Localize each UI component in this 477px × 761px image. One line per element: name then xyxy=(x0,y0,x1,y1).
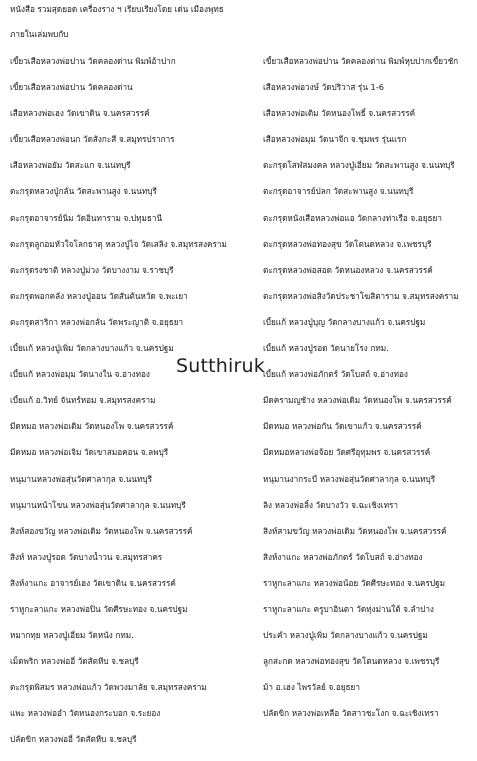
list-item: เสือหลวงพ่อเฮง วัดเขาดิน จ.นครสวรรค์ xyxy=(10,108,150,119)
list-item: มีดครามญชัาง หลวงพ่อเดิม วัดหนองโพ จ.นครสวรรค์ xyxy=(263,395,452,406)
list-item: สิงห์สามขวัญ หลวงพ่อเดิม วัดหนองโพ จ.นครสวรรค์ xyxy=(263,525,447,536)
list-item: ปลัดขิก หลวงพ่อเหลือ วัดสาวชะโงก จ.ฉะเชิงเทรา xyxy=(263,708,439,719)
left-column xyxy=(10,56,240,761)
intro xyxy=(10,4,470,40)
list-item: มีดหมอ หลวงพ่อกัน วัดเขาแก้ว จ.นครสวรรค์ xyxy=(263,421,422,432)
list-item: เขี้ยวเสือหลวงพ่อปาน วัดคลองด่าน พิมพ์หุบปากเขี้ยวชัก xyxy=(263,56,459,66)
list-item: สิงห์สองขวัญ หลวงพ่อเดิม วัดหนองโพ จ.นครสวรรค์ xyxy=(10,525,193,536)
list-item: ปลัดขิก หลวงพ่ออี๋ วัดสัตหีบ จ.ชลบุรี xyxy=(10,734,137,745)
list-item: ตะกรุดโสฬสมงคล หลวงปู่เอี่ยม วัดสะพานสูง จ.นนทบุรี xyxy=(263,160,455,171)
list-item: หนุมานหน้าโขน หลวงพ่อสุ่นวัดศาลากุล จ.นนทบุรี xyxy=(10,499,186,510)
list-item: เบี้ยแก้ หลวงพ่อภักตร์ วัดโบสถ์ จ.อ่างทอง xyxy=(263,369,408,380)
list-item: ตะกรุดพิสมร หลวงพ่อแก้ว วัดพวงมาลัย จ.สมุทรสงคราม xyxy=(10,682,207,693)
watermark: Sutthiruk xyxy=(176,355,265,377)
list-item: เสือหลวงพ่อวงษ์ วัดปริวาส รุ่น 1-6 xyxy=(263,82,384,93)
list-item: มีดหมอ หลวงพ่อเดิม วัดหนองโพ จ.นครสวรรค์ xyxy=(10,421,174,432)
list-item: ตะกรุดสาริกา หลวงพ่อกลั่น วัดพระญาติ จ.อยุธยา xyxy=(10,316,184,327)
list-item: เบี้ยแก้ หลวงปู่รอด วัดนายโรง กทม. xyxy=(263,343,389,354)
list-item: ตะกรุดหนังเสือหลวงพ่อแอ วัดกลางท่าเรือ จ.อยุธยา xyxy=(263,212,442,223)
list-item: ม้า อ.เฮง ไพรวัลย์ จ.อยุธยา xyxy=(263,682,360,693)
list-item: มีดหมอ หลวงพ่อเจิม วัดเขาสมอคอน จ.ลพบุรี xyxy=(10,447,169,458)
list-item: หนุมานงากระบี่ หลวงพ่อสุ่นวัดศาลากุล จ.นนทบุรี xyxy=(263,473,436,484)
list-item: ประคำ หลวงปู่เพิ่ม วัดกลางบางแก้ว จ.นครปฐม xyxy=(263,630,428,641)
list-item: เบี้ยแก้ หลวงปู่บุญ วัดกลางบางแก้ว จ.นครปฐม xyxy=(263,316,426,327)
list-item: มีดหมอหลวงพ่อจ้อย วัดศรีอุทุมพร จ.นครสวรรค์ xyxy=(263,447,431,458)
list-item: เขี้ยวเสือหลวงพ่อปาน วัดคลองด่าน xyxy=(10,82,133,93)
list-item: ตะกรุดอาจารย์นิ่ม วัดอินทาราม จ.ปทุมธานี xyxy=(10,212,163,223)
list-item: แพะ หลวงพ่ออำ วัดหนองกระบอก จ.ระยอง xyxy=(10,708,161,719)
right-column xyxy=(263,56,473,734)
list-item: ตะกรุดหลวงพ่อทองสุข วัดโตนดหลวง จ.เพชรบุรี xyxy=(263,238,432,249)
list-item: สิงห์ หลวงปู่รอด วัดบางน้ำวน จ.สมุทรสาคร xyxy=(10,551,163,562)
intro-title: หนังสือ รวมสุดยอด เครื่องราง ฯ เรียบเรียงโดย เด่น เมืองพุทธ xyxy=(10,4,224,14)
list-item: สิงห์งาแกะ หลวงพ่อภักตร์ วัดโบสถ์ จ.อ่างทอง xyxy=(263,551,423,562)
list-item: หมากทุย หลวงปู่เอี่ยม วัดหนัง กทม. xyxy=(10,630,134,641)
intro-subtitle: ภายในเล่มพบกับ xyxy=(10,29,69,39)
list-item: ลูกสะกด หลวงพ่อทองสุข วัดโตนดหลวง จ.เพชรบุรี xyxy=(263,656,440,667)
list-item: เบี้ยแก้ หลวงพ่อมุม วัดนางใน จ.อ่างทอง xyxy=(10,369,150,380)
list-item: เสือหลวงพ่อมุม วัดนาจีก จ.ชุมพร รุ่นแรก xyxy=(263,134,407,145)
list-item: เขี้ยวเสือหลวงพ่อปาน วัดคลองด่าน พิมพ์อ้าปาก xyxy=(10,56,176,66)
list-item: ลิง หลวงพ่อลิ้ง วัดบางวัว จ.ฉะเชิงเทรา xyxy=(263,499,398,510)
list-item: ราหูกะลาแกะ หลวงพ่อน้อย วัดศีรษะทอง จ.นครปฐม xyxy=(263,577,446,588)
list-item: ตะกรุดหลวงพ่อสิงวัดประชาโฆสิตาราม จ.สมุทรสงคราม xyxy=(263,290,459,301)
list-item: ราหูกะลาแกะ ครูบาอินตา วัดทุ่งม่านใต้ จ.ลำปาง xyxy=(263,603,434,614)
list-item: เบี้ยแก้ หลวงปู่เพิ่ม วัดกลางบางแก้ว จ.นครปฐม xyxy=(10,343,174,354)
list-item: ตะกรุดลูกอมหัวใจโลกธาตุ หลวงปู่ไจ วัดเสลิง จ.สมุทรสงคราม xyxy=(10,238,227,249)
list-item: ตะกรุดรงชาติ หลวงปู่ม่วง วัดบางงาม จ.ราชบุรี xyxy=(10,264,174,275)
list-item: ตะกรุดหลวงพ่อสอด วัดหนองหลวง จ.นครสวรรค์ xyxy=(263,264,433,275)
list-item: เบี้ยแก้ อ.วิทย์ จันทร์หอม จ.สมุทรสงคราม xyxy=(10,395,156,406)
list-item: สิงห์งาแกะ อาจารย์เฮง วัดเขาดิน จ.นครสวรรค์ xyxy=(10,577,176,588)
list-item: หนุมานหลวงพ่อสุ่นวัดศาลากุล จ.นนทบุรี xyxy=(10,473,152,484)
list-item: เม็ดพริก หลวงพ่ออี๋ วัดสัตหีบ จ.ชลบุรี xyxy=(10,656,139,667)
list-item: ตะกรุดหลวงปู่กลั่น วัดสะพานสูง จ.นนทบุรี xyxy=(10,186,157,197)
list-item: เขี้ยวเสือหลวงพ่อนก วัดสังกะสี จ.สมุทรปราการ xyxy=(10,134,175,145)
list-item: ราหูกะลาแกะ หลวงพ่อปิ่น วัดศีรษะทอง จ.นครปฐม xyxy=(10,603,188,614)
list-item: เสือหลวงพ่อยัม วัดสะแก จ.นนทบุรี xyxy=(10,160,131,171)
list-item: ตะกรุดอาจารย์ปลก วัดสะพานสูง จ.นนทบุรี xyxy=(263,186,414,197)
list-item: เสือหลวงพ่อเดิม วัดหนองโพธิ์ จ.นครสวรรค์ xyxy=(263,108,416,119)
list-item: ตะกรุดพอกคลัง หลวงปู่ออน วัดสันต้นหวัด จ.พะเยา xyxy=(10,290,188,301)
